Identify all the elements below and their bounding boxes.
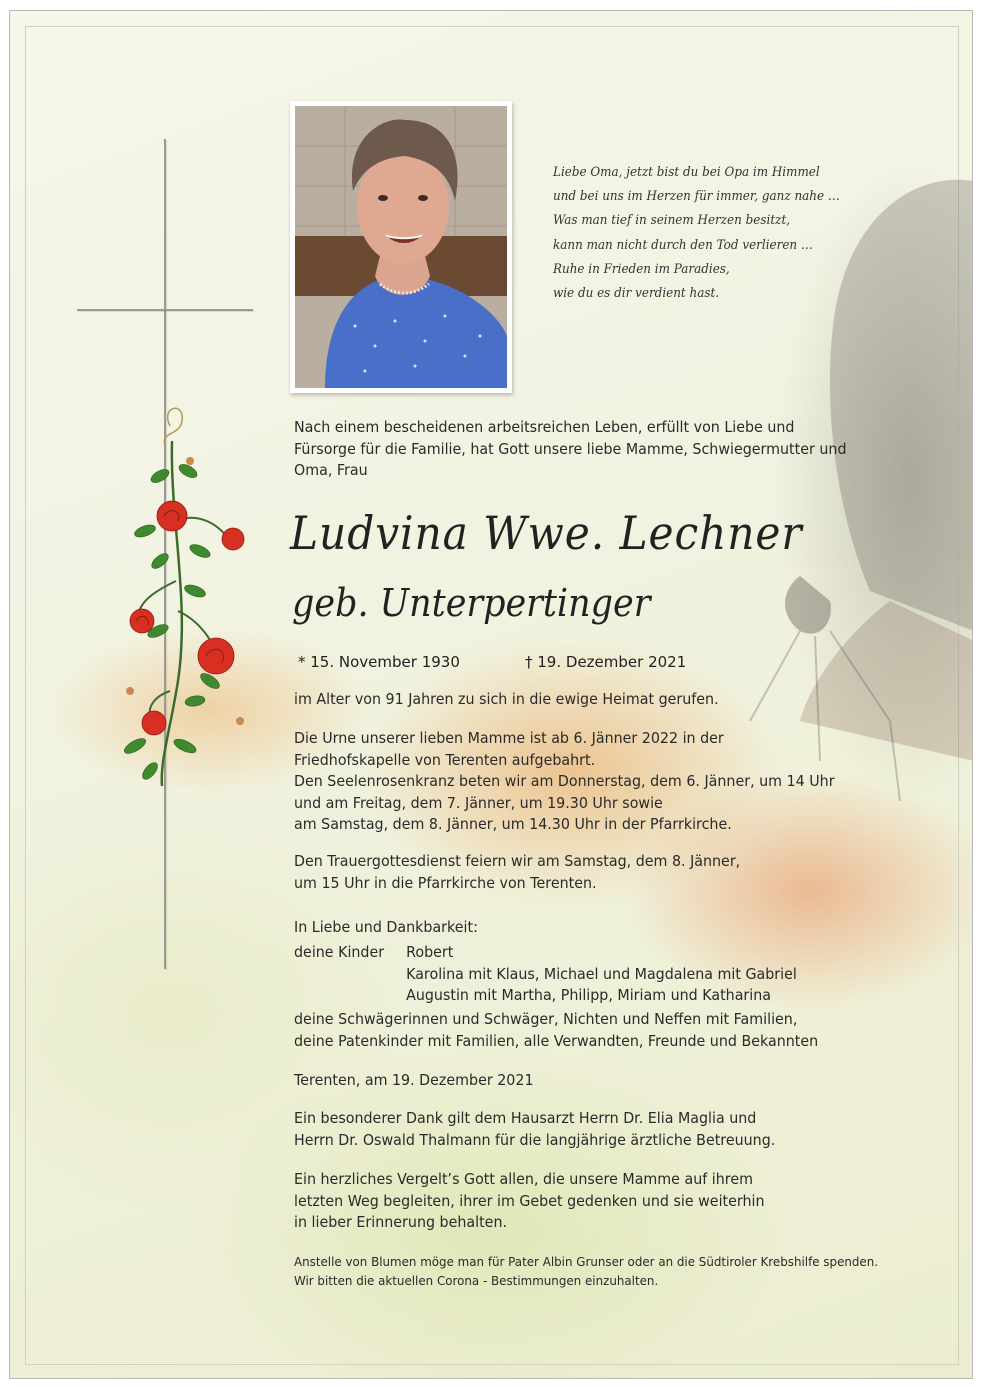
- portrait-photo: [295, 106, 507, 388]
- children-names: [406, 942, 797, 1007]
- birth-name: geb. Unterpertinger: [292, 581, 651, 625]
- text-line: Nach einem bescheidenen arbeitsreichen Leben, erfüllt von Liebe und: [294, 418, 795, 436]
- children-label: deine Kinder: [294, 943, 385, 961]
- text-line: Ein herzliches Vergelt’s Gott allen, die unsere Mamme auf ihrem: [294, 1170, 753, 1188]
- urn-paragraph: [294, 728, 835, 836]
- text-line: Friedhofskapelle von Terenten aufgebahrt.: [294, 750, 596, 769]
- child-entry: Robert: [406, 943, 454, 961]
- text-line: Den Trauergottesdienst feiern wir am Samstag, dem 8. Jänner,: [294, 852, 741, 870]
- poem-line: Ruhe in Frieden im Paradies,: [553, 261, 730, 277]
- roses-icon: [100, 401, 270, 791]
- text-line: Oma, Frau: [294, 461, 368, 479]
- poem-line: wie du es dir verdient hast.: [553, 286, 720, 302]
- note-line: Wir bitten die aktuellen Corona - Bestimmungen einzuhalten.: [294, 1272, 659, 1288]
- intro-paragraph: [294, 417, 846, 482]
- text-line: deine Patenkinder mit Familien, alle Verwandten, Freunde und Bekannten: [294, 1031, 819, 1050]
- mass-paragraph: [294, 851, 740, 894]
- child-entry: Karolina mit Klaus, Michael und Magdalena mit Gabriel: [406, 964, 797, 983]
- poem-line: kann man nicht durch den Tod verlieren …: [553, 237, 813, 253]
- love-heading: In Liebe und Dankbarkeit:: [294, 918, 478, 936]
- text-line: letzten Weg begleiten, ihrer im Gebet gedenken und sie weiterhin: [294, 1191, 765, 1210]
- text-line: Ein besonderer Dank gilt dem Hausarzt Herrn Dr. Elia Maglia und: [294, 1109, 757, 1127]
- text-line: Den Seelenrosenkranz beten wir am Donnerstag, dem 6. Jänner, um 14 Uhr: [294, 772, 835, 790]
- text-line: und am Freitag, dem 7. Jänner, um 19.30 Uhr sowie: [294, 793, 663, 812]
- text-line: am Samstag, dem 8. Jänner, um 14.30 Uhr in der Pfarrkirche.: [294, 815, 732, 833]
- text-line: um 15 Uhr in die Pfarrkirche von Terenten.: [294, 873, 597, 892]
- child-entry: Augustin mit Martha, Philipp, Miriam und Katharina: [406, 986, 772, 1004]
- portrait-photo-frame: [290, 101, 512, 393]
- poem-line: und bei uns im Herzen für immer, ganz nahe …: [553, 189, 840, 205]
- text-line: Fürsorge für die Familie, hat Gott unsere liebe Mamme, Schwiegermutter und: [294, 439, 847, 458]
- text-line: Herrn Dr. Oswald Thalmann für die langjährige ärztliche Betreuung.: [294, 1130, 776, 1149]
- cross-horizontal-bar: [77, 309, 253, 311]
- closing-paragraph: [294, 1169, 765, 1234]
- poem-line: Was man tief in seinem Herzen besitzt,: [553, 213, 791, 229]
- text-line: in lieber Erinnerung behalten.: [294, 1213, 508, 1231]
- text-line: Die Urne unserer lieben Mamme ist ab 6. Jänner 2022 in der: [294, 729, 724, 747]
- place-date: Terenten, am 19. Dezember 2021: [294, 1071, 534, 1089]
- thanks-paragraph: [294, 1108, 775, 1151]
- obituary-card: [9, 10, 973, 1379]
- age-text: im Alter von 91 Jahren zu sich in die ewige Heimat gerufen.: [294, 690, 719, 708]
- note-line: Anstelle von Blumen möge man für Pater Albin Grunser oder an die Südtiroler Krebshilfe spenden.: [294, 1254, 879, 1269]
- death-date: † 19. Dezember 2021: [525, 653, 687, 671]
- poem-line: Liebe Oma, jetzt bist du bei Opa im Himmel: [553, 165, 820, 180]
- birth-date: * 15. November 1930: [298, 653, 460, 671]
- poem: [553, 161, 883, 306]
- relatives-paragraph: [294, 1009, 818, 1052]
- life-dates: [298, 653, 687, 671]
- deceased-name: Ludvina Wwe. Lechner: [290, 506, 803, 560]
- notes: [294, 1253, 878, 1290]
- text-line: deine Schwägerinnen und Schwäger, Nichten und Neffen mit Familien,: [294, 1010, 798, 1028]
